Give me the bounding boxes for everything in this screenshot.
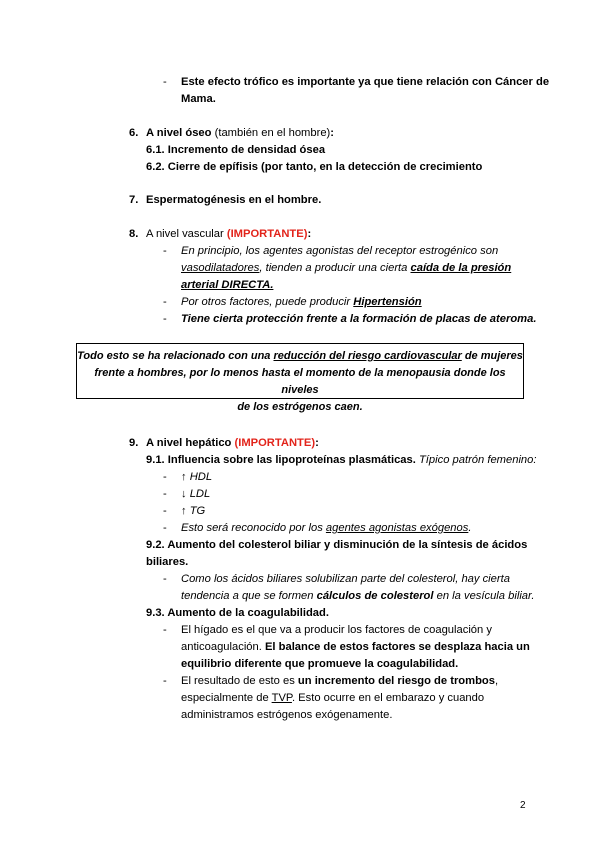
section-9-title: A nivel hepático (IMPORTANTE): [146,437,319,449]
recognition-item: Esto será reconocido por los agentes agonistas exógenos. [181,522,472,534]
bullet-dash: - [163,522,167,534]
bullet-dash: - [163,573,167,585]
s93-bullet2-line2: especialmente de TVP. Esto ocurre en el embarazo y cuando [181,692,485,704]
s93-bullet1-line2: anticoagulación. El balance de estos factores se desplaza hacia un [181,641,530,653]
s8-bullet1-line1: En principio, los agentes agonistas del receptor estrogénico son [181,245,499,257]
top-bullet-line1: Este efecto trófico es importante ya que tiene relación con Cáncer de [181,76,550,88]
summary-line3: de los estrógenos caen. [237,401,363,413]
summary-box [76,343,524,413]
hdl-item: ↑ HDL [181,471,213,483]
bullet-dash: - [163,624,167,636]
ldl-item: ↓ LDL [181,488,211,500]
top-bullet-line2: Mama. [181,93,216,105]
s93-bullet2-line3: administramos estrógenos exógenamente. [181,709,393,721]
section-6-1: 6.1. Incremento de densidad ósea [146,144,326,156]
section-6-2: 6.2. Cierre de epífisis (por tanto, en la detección de crecimiento [146,161,483,173]
section-6-number: 6. [129,127,139,139]
bullet-dash: - [163,488,167,500]
s8-bullet3: Tiene cierta protección frente a la formación de placas de ateroma. [181,313,537,325]
s8-bullet1-line2: vasodilatadores, tienden a producir una cierta caída de la presión [181,262,512,274]
section-8-title: A nivel vascular (IMPORTANTE): [146,228,312,240]
tg-item: ↑ TG [181,505,206,517]
bullet-dash: - [163,245,167,257]
bullet-dash: - [163,296,167,308]
summary-line2: frente a hombres, por lo menos hasta el momento de la menopausia donde los niveles [94,367,506,396]
s8-bullet1-line3: arterial DIRECTA. [181,279,274,291]
section-9-3: 9.3. Aumento de la coagulabilidad. [146,607,329,619]
section-8-number: 8. [129,228,139,240]
s92-bullet-line2: tendencia a que se formen cálculos de colesterol en la vesícula biliar. [181,590,535,602]
section-9-2-line2: biliares. [146,556,189,568]
section-9-1: 9.1. Influencia sobre las lipoproteínas plasmáticas. Típico patrón femenino: [146,454,537,466]
s92-bullet-line1: Como los ácidos biliares solubilizan parte del colesterol, hay cierta [181,573,510,585]
s93-bullet2-line1: El resultado de esto es un incremento del riesgo de trombos, [181,675,499,687]
bullet-dash: - [163,313,167,325]
section-7-title: Espermatogénesis en el hombre. [146,194,322,206]
section-9-2-line1: 9.2. Aumento del colesterol biliar y disminución de la síntesis de ácidos [146,539,528,551]
bullet-dash: - [163,471,167,483]
s93-bullet1-line3: equilibrio diferente que promueve la coagulabilidad. [181,658,459,670]
bullet-dash: - [163,76,167,88]
bullet-dash: - [163,505,167,517]
section-9-number: 9. [129,437,139,449]
section-6-title: A nivel óseo (también en el hombre): [146,127,335,139]
s8-bullet2: Por otros factores, puede producir Hipertensión [181,296,422,308]
summary-line1: Todo esto se ha relacionado con una reducción del riesgo cardiovascular de mujeres [77,350,523,362]
section-7-number: 7. [129,194,139,206]
s93-bullet1-line1: El hígado es el que va a producir los factores de coagulación y [181,624,492,636]
bullet-dash: - [163,675,167,687]
page-number: 2 [520,800,526,811]
